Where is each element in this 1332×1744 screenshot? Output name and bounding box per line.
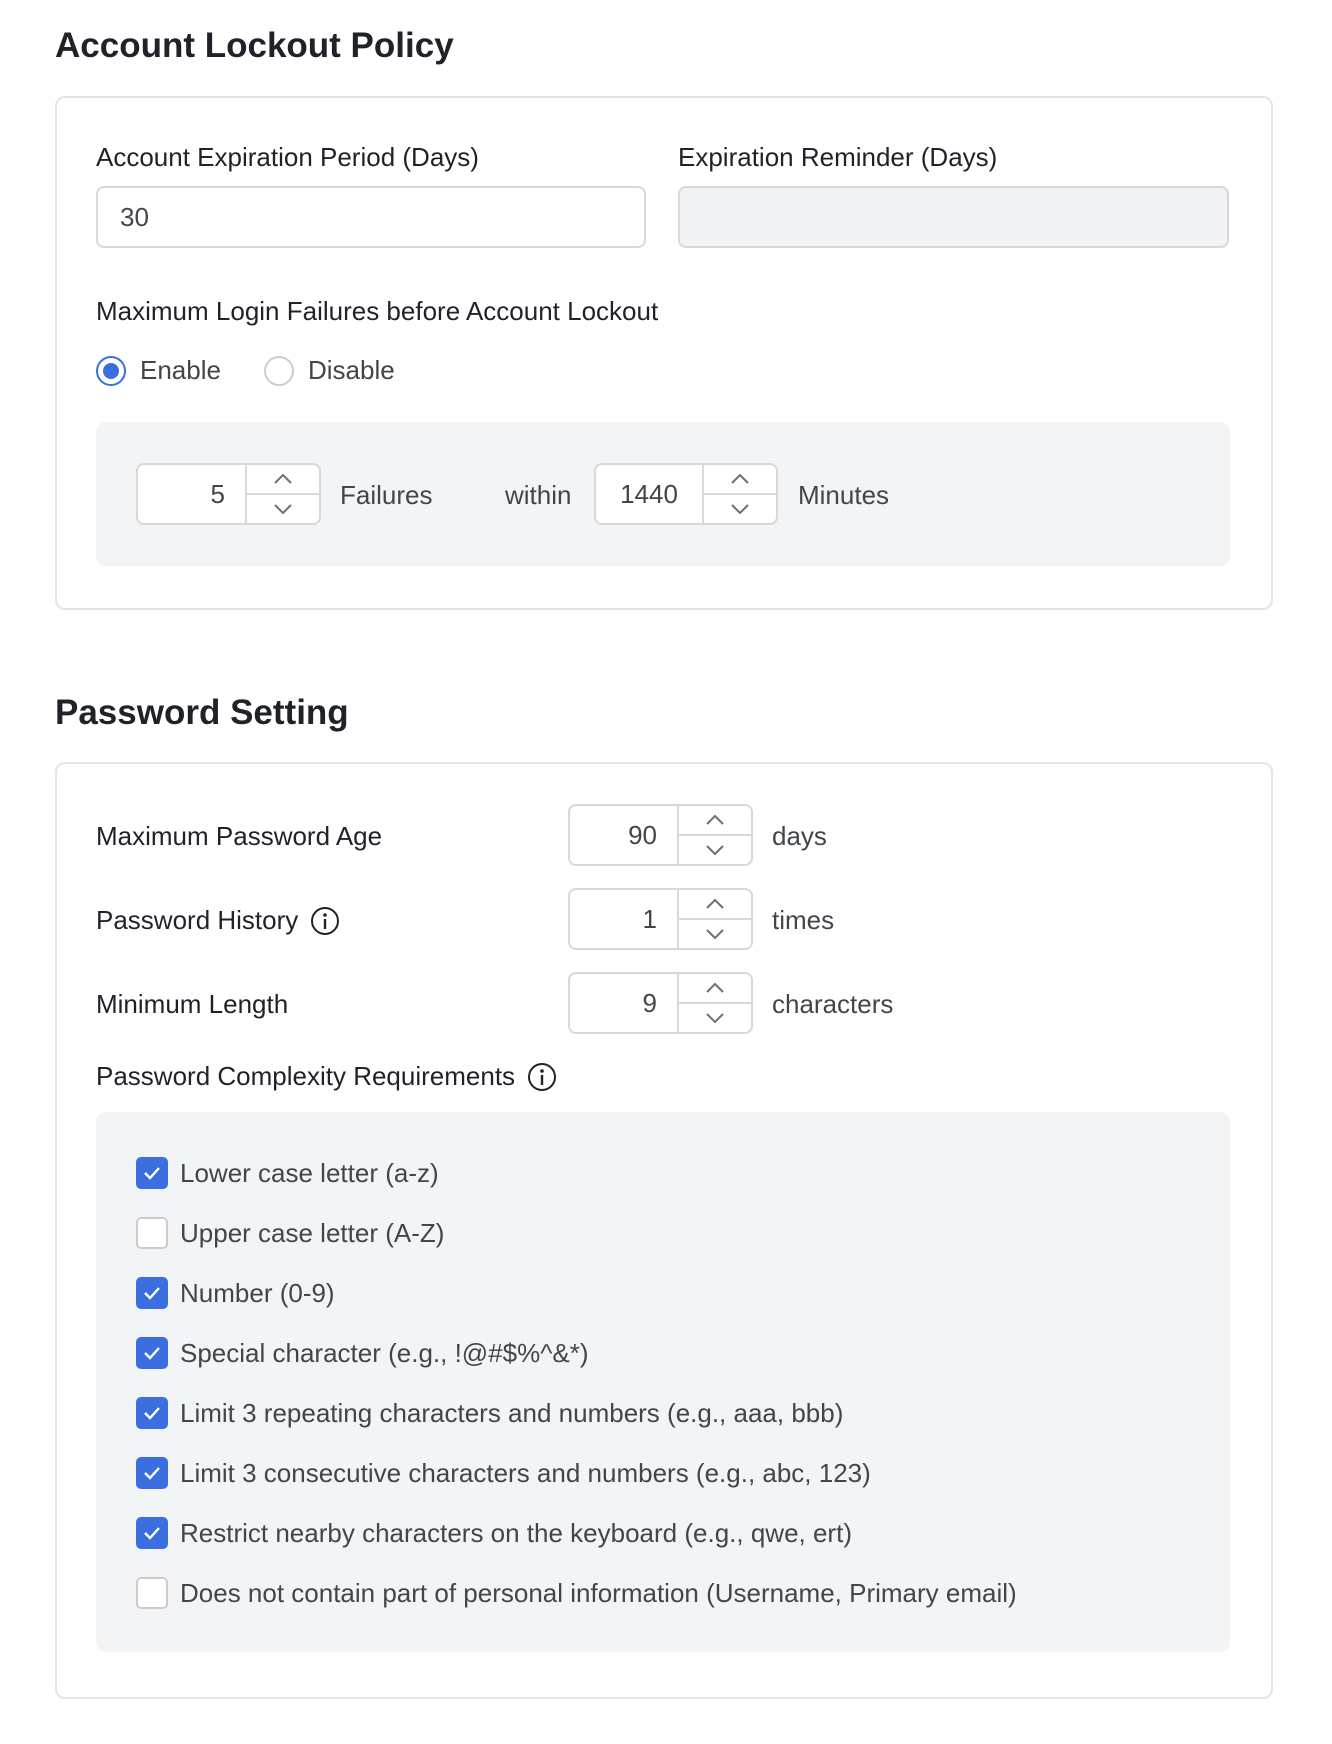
chevron-down-icon[interactable] — [704, 493, 776, 523]
minutes-stepper[interactable] — [594, 463, 778, 525]
requirement-checkbox-row[interactable] — [136, 1517, 852, 1549]
expiration-reminder-input[interactable] — [678, 186, 1229, 248]
chevron-up-icon[interactable] — [679, 974, 751, 1002]
lockout-section-title: Account Lockout Policy — [55, 26, 454, 65]
checkbox-unchecked[interactable] — [136, 1577, 168, 1609]
chevron-down-icon[interactable] — [679, 1002, 751, 1032]
chevron-down-icon[interactable] — [679, 918, 751, 948]
requirement-checkbox-row[interactable] — [136, 1217, 444, 1249]
minutes-unit: Minutes — [798, 480, 890, 510]
check-icon — [142, 1405, 162, 1421]
check-icon — [142, 1465, 162, 1481]
within-label: within — [505, 480, 572, 510]
radio-disable-label: Disable — [308, 355, 395, 385]
max-password-age-label: Maximum Password Age — [96, 821, 383, 851]
requirement-label: Number (0-9) — [180, 1277, 335, 1308]
radio-disable[interactable] — [264, 355, 395, 386]
password-history-unit: times — [772, 905, 835, 935]
requirement-label: Lower case letter (a-z) — [180, 1157, 439, 1188]
radio-enable[interactable] — [96, 355, 221, 386]
requirement-checkbox-row[interactable] — [136, 1157, 439, 1189]
requirement-checkbox-row[interactable] — [136, 1337, 589, 1369]
min-length-unit: characters — [772, 989, 894, 1019]
expiration-period-label: Account Expiration Period (Days) — [96, 142, 479, 172]
password-history-stepper[interactable] — [568, 888, 753, 950]
failures-value[interactable]: 5 — [210, 478, 225, 509]
info-icon[interactable] — [527, 1062, 557, 1092]
check-icon — [142, 1345, 162, 1361]
radio-enable-dot[interactable] — [96, 356, 126, 386]
requirement-checkbox-row[interactable] — [136, 1277, 335, 1309]
checkbox-checked[interactable] — [136, 1337, 168, 1369]
check-icon — [142, 1525, 162, 1541]
requirement-label: Limit 3 consecutive characters and numbers (e.g., abc, 123) — [180, 1457, 871, 1488]
check-icon — [142, 1285, 162, 1301]
expiration-reminder-label: Expiration Reminder (Days) — [678, 142, 998, 172]
requirement-label: Special character (e.g., !@#$%^&*) — [180, 1337, 589, 1368]
chevron-down-icon[interactable] — [679, 834, 751, 864]
max-login-failures-label: Maximum Login Failures before Account Lockout — [96, 296, 659, 326]
password-history-label-row — [96, 905, 340, 936]
checkbox-checked[interactable] — [136, 1457, 168, 1489]
chevron-up-icon[interactable] — [704, 465, 776, 493]
minutes-value[interactable]: 1440 — [620, 478, 678, 509]
requirement-label: Does not contain part of personal information (Username, Primary email) — [180, 1577, 1017, 1608]
requirement-label: Limit 3 repeating characters and numbers (e.g., aaa, bbb) — [180, 1397, 844, 1428]
radio-disable-dot[interactable] — [264, 356, 294, 386]
max-password-age-stepper[interactable] — [568, 804, 753, 866]
checkbox-checked[interactable] — [136, 1397, 168, 1429]
min-length-value[interactable]: 9 — [642, 987, 657, 1018]
chevron-up-icon[interactable] — [679, 806, 751, 834]
check-icon — [142, 1165, 162, 1181]
chevron-up-icon[interactable] — [679, 890, 751, 918]
chevron-up-icon[interactable] — [247, 465, 319, 493]
complexity-panel — [96, 1112, 1230, 1652]
requirement-label: Restrict nearby characters on the keyboard (e.g., qwe, ert) — [180, 1517, 852, 1548]
checkbox-checked[interactable] — [136, 1517, 168, 1549]
password-section-title: Password Setting — [55, 693, 349, 732]
checkbox-checked[interactable] — [136, 1157, 168, 1189]
checkbox-unchecked[interactable] — [136, 1217, 168, 1249]
password-history-value[interactable]: 1 — [642, 903, 657, 934]
expiration-period-input[interactable] — [96, 186, 646, 248]
complexity-label-row — [96, 1061, 557, 1092]
max-password-age-value[interactable]: 90 — [628, 819, 657, 850]
chevron-down-icon[interactable] — [247, 493, 319, 523]
failures-unit: Failures — [340, 480, 433, 510]
requirement-label: Upper case letter (A-Z) — [180, 1217, 445, 1248]
failures-stepper[interactable] — [136, 463, 321, 525]
requirement-checkbox-row[interactable] — [136, 1577, 1017, 1609]
complexity-label: Password Complexity Requirements — [96, 1061, 516, 1091]
password-history-label: Password History — [96, 905, 299, 935]
max-password-age-unit: days — [772, 821, 827, 851]
min-length-stepper[interactable] — [568, 972, 753, 1034]
min-length-label: Minimum Length — [96, 989, 289, 1019]
requirement-checkbox-row[interactable] — [136, 1457, 871, 1489]
radio-enable-label: Enable — [140, 355, 221, 385]
checkbox-checked[interactable] — [136, 1277, 168, 1309]
requirement-checkbox-row[interactable] — [136, 1397, 843, 1429]
info-icon[interactable] — [310, 906, 340, 936]
